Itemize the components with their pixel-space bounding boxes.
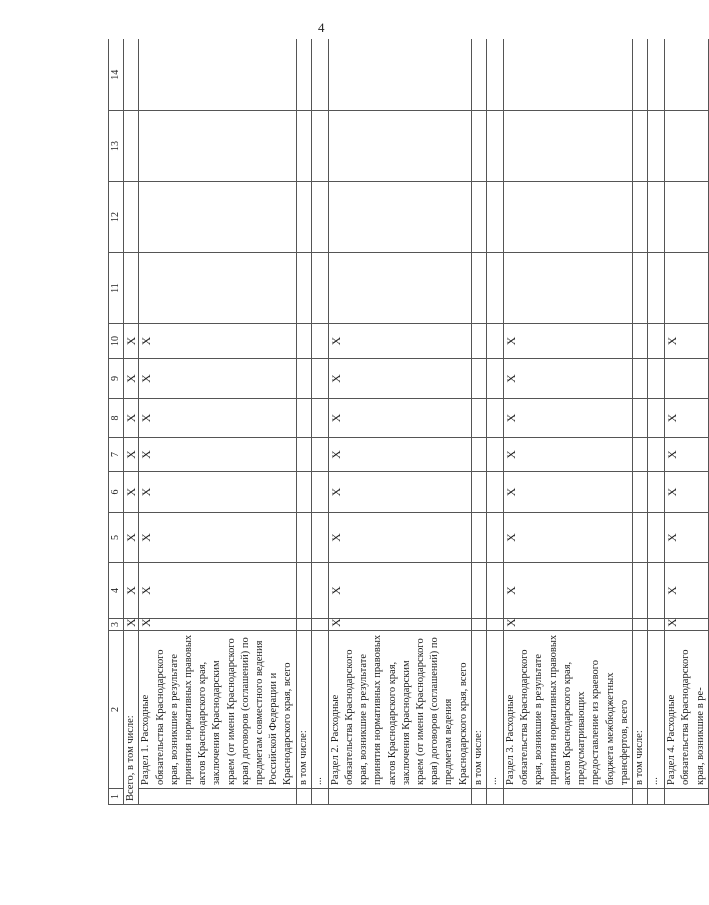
table-row-including	[296, 40, 311, 805]
x-mark: X	[665, 563, 709, 619]
x-mark: X	[124, 619, 139, 631]
x-mark: X	[139, 399, 296, 438]
ellipsis-label: ...	[311, 631, 328, 789]
x-mark: X	[328, 359, 471, 399]
col-header-14: 14	[109, 40, 124, 111]
x-mark: X	[328, 438, 471, 472]
x-mark: X	[139, 324, 296, 359]
table-row-ellipsis	[311, 40, 328, 805]
x-mark: X	[139, 563, 296, 619]
col-header-13: 13	[109, 111, 124, 182]
x-mark: X	[124, 324, 139, 359]
table-row-including	[632, 40, 647, 805]
x-mark: X	[504, 619, 633, 631]
col-header-9: 9	[109, 359, 124, 399]
x-mark: X	[665, 324, 709, 359]
section-2-label: Раздел 2. Расходные обязательства Краснодарского края, возникшие в результате принятия нормативных правовых актов Краснодарского края, заключения Краснодарским краем (от имени Краснодарского края) договоров (соглашений) по предметам ведения Краснодарского края, всего	[328, 631, 471, 789]
table-row-section-4	[665, 40, 709, 805]
col-header-7: 7	[109, 438, 124, 472]
x-mark: X	[504, 513, 633, 563]
table-row-section-2	[328, 40, 471, 805]
x-mark: X	[328, 324, 471, 359]
x-mark: X	[139, 472, 296, 513]
x-mark: X	[328, 472, 471, 513]
table-row-including	[471, 40, 486, 805]
col-header-6: 6	[109, 472, 124, 513]
x-mark: X	[504, 563, 633, 619]
ellipsis-label: ...	[487, 631, 504, 789]
x-mark: X	[139, 619, 296, 631]
x-mark: X	[139, 438, 296, 472]
table-row-section-3	[504, 40, 633, 805]
x-mark: X	[328, 513, 471, 563]
x-mark: X	[328, 563, 471, 619]
col-header-4: 4	[109, 563, 124, 619]
section-1-label: Раздел 1. Расходные обязательства Краснодарского края, возникшие в результате принятия нормативных правовых актов Краснодарского края, заключения Краснодарским краем (от имени Краснодарского края) договоров (соглашений) по предметам совместного ведения Российской Федерации и Краснодарского края, всего	[139, 631, 296, 789]
table-row-total	[124, 40, 139, 805]
section-3-label: Раздел 3. Расходные обязательства Краснодарского края, возникшие в результате принятия нормативных правовых актов Краснодарского края, предусматривающих предоставление из краевого бюджета межбюджетных трансфертов, всего	[504, 631, 633, 789]
x-mark: X	[665, 619, 709, 631]
x-mark: X	[665, 399, 709, 438]
col-header-1: 1	[109, 789, 124, 805]
col-header-11: 11	[109, 253, 124, 324]
col-header-3: 3	[109, 619, 124, 631]
col-header-12: 12	[109, 182, 124, 253]
page-number: 4	[318, 20, 325, 35]
rotated-table-container	[108, 40, 706, 805]
x-mark: X	[124, 359, 139, 399]
col-header-2: 2	[109, 631, 124, 789]
including-label: в том числе:	[632, 631, 647, 789]
x-mark: X	[504, 324, 633, 359]
x-mark: X	[665, 513, 709, 563]
x-mark: X	[504, 399, 633, 438]
x-mark: X	[328, 399, 471, 438]
x-mark: X	[665, 438, 709, 472]
x-mark: X	[139, 359, 296, 399]
table-row-ellipsis	[648, 40, 665, 805]
x-mark: X	[124, 563, 139, 619]
x-mark: X	[504, 438, 633, 472]
x-mark: X	[124, 513, 139, 563]
x-mark: X	[124, 472, 139, 513]
col-header-10: 10	[109, 324, 124, 359]
column-number-row	[109, 40, 124, 805]
total-label: Всего, в том числе:	[124, 631, 139, 805]
x-mark: X	[124, 438, 139, 472]
including-label: в том числе:	[296, 631, 311, 789]
x-mark: X	[139, 513, 296, 563]
table-row-section-1	[139, 40, 296, 805]
including-label: в том числе:	[471, 631, 486, 789]
ellipsis-label: ...	[648, 631, 665, 789]
table-row-ellipsis	[487, 40, 504, 805]
x-mark: X	[665, 472, 709, 513]
x-mark: X	[504, 472, 633, 513]
x-mark: X	[328, 619, 471, 631]
section-4-label: Раздел 4. Расходные обязательства Краснодарского края, возникшие в ре-	[665, 631, 709, 789]
col-header-5: 5	[109, 513, 124, 563]
expenditure-obligations-table	[108, 40, 709, 806]
x-mark: X	[504, 359, 633, 399]
col-header-8: 8	[109, 399, 124, 438]
x-mark: X	[124, 399, 139, 438]
